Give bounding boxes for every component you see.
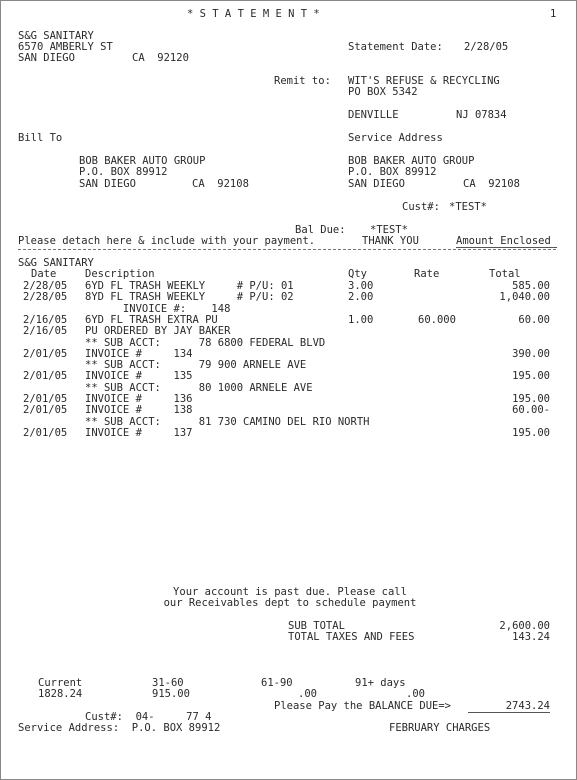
line-item-date: 2/01/05 (23, 404, 68, 416)
bal-due-label: Bal Due: (295, 224, 346, 236)
bal-due-value: *TEST* (370, 224, 408, 236)
bill-to-state-zip: CA 92108 (192, 178, 249, 190)
line-item-desc: INVOICE # 138 (85, 404, 193, 416)
amount-enclosed-field[interactable]: Amount Enclosed (456, 235, 557, 248)
line-item-total: 585.00 (512, 280, 550, 292)
line-item-date: 2/01/05 (23, 370, 68, 382)
aging-current-label: Current (38, 677, 83, 689)
col-header-description: Description (85, 268, 155, 280)
line-item-qty: 2.00 (348, 291, 374, 303)
page-number: 1 (550, 8, 557, 20)
col-header-rate: Rate (414, 268, 440, 280)
line-item-date: 2/28/05 (23, 280, 68, 292)
taxes-value: 143.24 (512, 631, 550, 643)
line-item-desc: INVOICE # 135 (85, 370, 193, 382)
bill-to-name: BOB BAKER AUTO GROUP (79, 155, 206, 167)
remit-city: DENVILLE (348, 109, 399, 121)
statement-date-value: 2/28/05 (464, 41, 509, 53)
balance-due-value: 2743.24 (468, 700, 550, 713)
line-item-desc: INVOICE #: 148 (85, 303, 231, 315)
taxes-label: TOTAL TAXES AND FEES (288, 631, 415, 643)
line-item-desc: INVOICE # 134 (85, 348, 193, 360)
line-item-desc: ** SUB ACCT: 80 1000 ARNELE AVE (85, 382, 313, 394)
service-name: BOB BAKER AUTO GROUP (348, 155, 475, 167)
cust-value: *TEST* (449, 201, 487, 213)
aging-61-90-label: 61-90 (261, 677, 293, 689)
company-city: SAN DIEGO (18, 52, 75, 64)
company-state-zip: CA 92120 (132, 52, 189, 64)
line-item-desc: 8YD FL TRASH WEEKLY # P/U: 02 (85, 291, 294, 303)
remit-name: WIT'S REFUSE & RECYCLING (348, 75, 500, 87)
remit-label: Remit to: (274, 75, 331, 87)
subtotal-value: 2,600.00 (499, 620, 550, 632)
line-item-desc: PU ORDERED BY JAY BAKER (85, 325, 231, 337)
aging-current-value: 1828.24 (38, 688, 83, 700)
line-item-date: 2/28/05 (23, 291, 68, 303)
detach-instruction: Please detach here & include with your payment. (18, 235, 316, 247)
line-item-date: 2/01/05 (23, 348, 68, 360)
col-header-total: Total (489, 268, 521, 280)
line-item-total: 390.00 (512, 348, 550, 360)
detach-perforation (18, 249, 556, 250)
footer-cust-number: Cust#: 04- 77 4 (85, 711, 212, 723)
line-item-total: 195.00 (512, 370, 550, 382)
service-box: P.O. BOX 89912 (348, 166, 437, 178)
service-state-zip: CA 92108 (463, 178, 520, 190)
line-item-desc: INVOICE # 136 (85, 393, 193, 405)
cust-label: Cust#: (402, 201, 440, 213)
line-item-total: 60.00 (518, 314, 550, 326)
aging-31-60-value: 915.00 (152, 688, 190, 700)
line-item-qty: 3.00 (348, 280, 374, 292)
line-item-desc: ** SUB ACCT: 79 900 ARNELE AVE (85, 359, 307, 371)
aging-91-value: .00 (406, 688, 425, 700)
line-item-date: 2/16/05 (23, 314, 68, 326)
line-item-rate: 60.000 (418, 314, 456, 326)
footer-charges-period: FEBRUARY CHARGES (389, 722, 491, 734)
company-street: 6570 AMBERLY ST (18, 41, 113, 53)
line-item-desc: 6YD FL TRASH WEEKLY # P/U: 01 (85, 280, 294, 292)
service-address-label: Service Address (348, 132, 443, 144)
line-item-date: 2/01/05 (23, 393, 68, 405)
line-item-qty: 1.00 (348, 314, 374, 326)
line-item-total: 60.00- (512, 404, 550, 416)
bill-to-label: Bill To (18, 132, 63, 144)
line-item-total: 195.00 (512, 427, 550, 439)
line-item-desc: ** SUB ACCT: 78 6800 FEDERAL BLVD (85, 337, 326, 349)
line-item-desc: INVOICE # 137 (85, 427, 193, 439)
col-header-date: Date (31, 268, 57, 280)
aging-61-90-value: .00 (298, 688, 317, 700)
balance-due-label: Please Pay the BALANCE DUE=> (274, 700, 452, 712)
statement-title: * S T A T E M E N T * (187, 8, 320, 20)
past-due-notice-line1: Your account is past due. Please call (173, 586, 407, 598)
remit-state-zip: NJ 07834 (456, 109, 507, 121)
footer-service-address: Service Address: P.O. BOX 89912 (18, 722, 221, 734)
line-item-date: 2/01/05 (23, 427, 68, 439)
bill-to-city: SAN DIEGO (79, 178, 136, 190)
company-name: S&G SANITARY (18, 30, 94, 42)
thank-you: THANK YOU (362, 235, 419, 247)
service-city: SAN DIEGO (348, 178, 405, 190)
line-item-total: 195.00 (512, 393, 550, 405)
line-item-total: 1,040.00 (499, 291, 550, 303)
remit-box: PO BOX 5342 (348, 86, 418, 98)
aging-91-label: 91+ days (355, 677, 406, 689)
line-item-desc: ** SUB ACCT: 81 730 CAMINO DEL RIO NORTH (85, 416, 370, 428)
aging-31-60-label: 31-60 (152, 677, 184, 689)
line-item-date: 2/16/05 (23, 325, 68, 337)
bill-to-box: P.O. BOX 89912 (79, 166, 168, 178)
past-due-notice-line2: our Receivables dept to schedule payment (163, 597, 417, 609)
statement-date-label: Statement Date: (348, 41, 443, 53)
subtotal-label: SUB TOTAL (288, 620, 345, 632)
col-header-qty: Qty (348, 268, 367, 280)
line-item-desc: 6YD FL TRASH EXTRA PU (85, 314, 218, 326)
detail-company-name: S&G SANITARY (18, 257, 94, 269)
